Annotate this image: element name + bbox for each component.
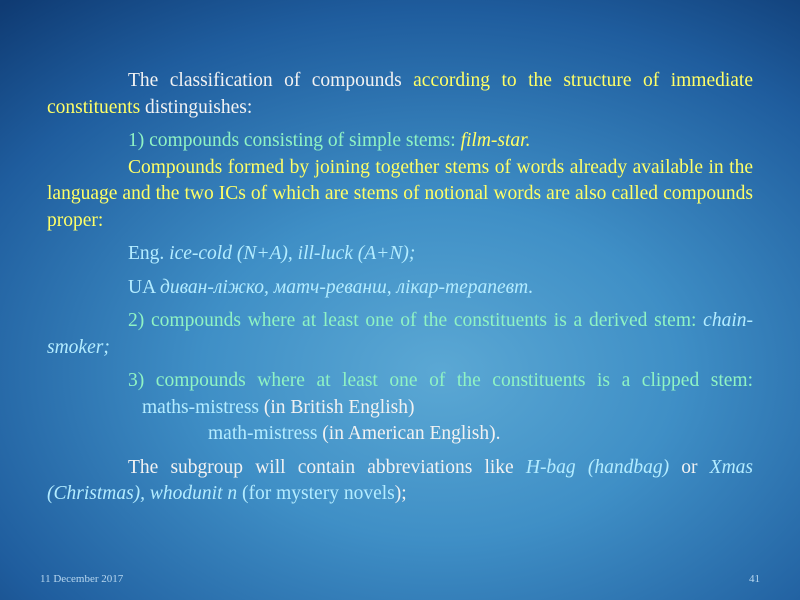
eng-examples: ice-cold (N+A), ill-luck (A+N); — [169, 243, 416, 264]
classification-intro: The classification of compounds — [128, 70, 414, 91]
clipped-stem-note-2: (in American English). — [317, 423, 501, 444]
abbrev-end: ); — [394, 483, 407, 504]
clipped-stem-example-2: math-mistress — [208, 423, 318, 444]
paragraph-derived-stem — [47, 308, 753, 361]
footer-date: 11 December 2017 — [40, 573, 124, 585]
eng-prefix: Eng. — [128, 243, 170, 264]
abbrev-hbag: H-bag (handbag) — [525, 456, 670, 478]
derived-stem-example: chain-smoker; — [47, 310, 753, 358]
paragraph-clipped-stem — [47, 368, 753, 421]
paragraph-american — [47, 421, 753, 448]
clipped-stem-example-1: maths-mistress — [142, 396, 259, 418]
paragraph-ua-examples — [47, 275, 753, 302]
clipped-stem-note-1: (in British English) — [259, 396, 415, 418]
abbrev-intro: The subgroup will contain abbreviations like — [128, 456, 526, 478]
simple-stems-text: 1) compounds consisting of simple stems: — [128, 130, 461, 151]
compounds-proper-text: Compounds formed by joining together stems of words already available in the language and the two ICs of which are stems of notional words are also called compounds proper: — [47, 156, 753, 231]
ua-prefix: UA — [128, 276, 160, 298]
abbrev-or: or — [669, 456, 710, 478]
slide-body — [47, 68, 753, 515]
paragraph-compounds-proper — [47, 155, 753, 235]
paragraph-simple-stems — [47, 128, 753, 155]
simple-stems-example: film-star. — [460, 130, 531, 151]
ua-examples: диван-ліжко, матч-реванш, лікар-терапевт. — [159, 276, 534, 298]
slide-number: 41 — [749, 573, 760, 585]
derived-stem-text: 2) compounds where at least one of the constituents is a derived stem: — [128, 310, 704, 331]
clipped-stem-text: 3) compounds where at least one of the constituents is a clipped stem: — [128, 370, 753, 391]
paragraph-abbreviations — [47, 455, 753, 508]
abbrev-mystery: (for mystery novels — [237, 483, 395, 504]
classification-highlight: according to the structure of immediate constituents — [47, 70, 753, 118]
paragraph-eng-examples — [47, 241, 753, 268]
abbrev-xmas: Xmas (Christmas), whodunit n — [47, 456, 753, 504]
classification-end: distinguishes: — [140, 96, 253, 118]
paragraph-classification — [47, 68, 753, 121]
